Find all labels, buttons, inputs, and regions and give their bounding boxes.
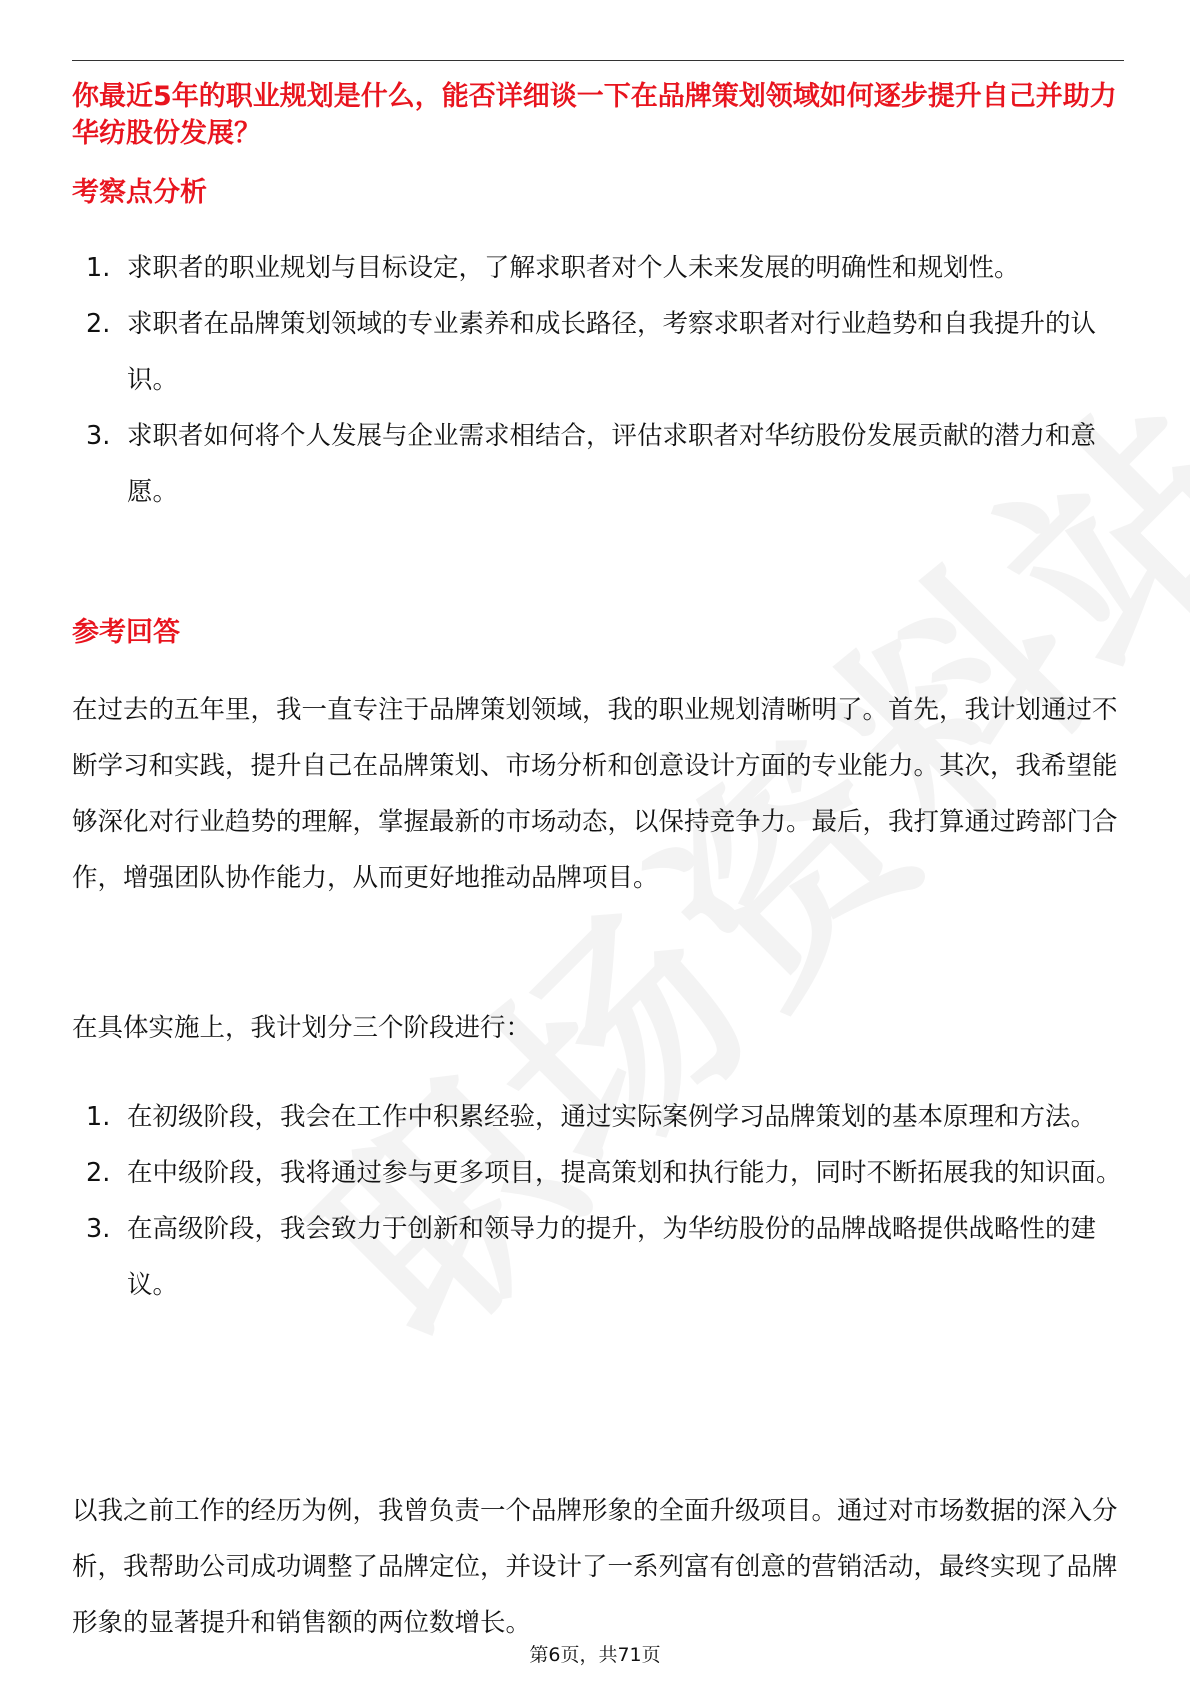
list-item: [72, 1201, 1132, 1313]
stages-list: [72, 1089, 1132, 1313]
list-number: 3.: [86, 1214, 111, 1244]
list-number: 2.: [86, 309, 111, 339]
top-divider: [72, 60, 1124, 61]
list-item-text: 求职者在品牌策划领域的专业素养和成长路径，考察求职者对行业趋势和自我提升的认识。: [127, 309, 1097, 395]
section-heading-answer: 参考回答: [72, 617, 180, 648]
analysis-list: [72, 240, 1132, 520]
list-item: [72, 296, 1132, 408]
list-number: 1.: [86, 253, 111, 283]
list-number: 2.: [86, 1158, 111, 1188]
list-item-text: 在初级阶段，我会在工作中积累经验，通过实际案例学习品牌策划的基本原理和方法。: [127, 1102, 1097, 1132]
page-footer: 第6页，共71页: [529, 1644, 661, 1666]
list-item-text: 求职者如何将个人发展与企业需求相结合，评估求职者对华纺股份发展贡献的潜力和意愿。: [127, 421, 1097, 507]
list-item: [72, 240, 1132, 296]
question-title: 你最近5年的职业规划是什么，能否详细谈一下在品牌策划领域如何逐步提升自己并助力华纺股份发展？: [72, 81, 1117, 149]
list-number: 3.: [86, 421, 111, 451]
answer-paragraph-1: 在过去的五年里，我一直专注于品牌策划领域，我的职业规划清晰明了。首先，我计划通过不断学习和实践，提升自己在品牌策划、市场分析和创意设计方面的专业能力。其次，我希望能够深化对行业趋势的理解，掌握最新的市场动态，以保持竞争力。最后，我打算通过跨部门合作，增强团队协作能力，从而更好地推动品牌项目。: [72, 695, 1118, 893]
list-item: [72, 408, 1132, 520]
list-item-text: 求职者的职业规划与目标设定，了解求职者对个人未来发展的明确性和规划性。: [127, 253, 1020, 283]
section-heading-analysis: 考察点分析: [72, 177, 207, 208]
list-item-text: 在高级阶段，我会致力于创新和领导力的提升，为华纺股份的品牌战略提供战略性的建议。: [127, 1214, 1097, 1300]
list-number: 1.: [86, 1102, 111, 1132]
answer-paragraph-3: 以我之前工作的经历为例，我曾负责一个品牌形象的全面升级项目。通过对市场数据的深入分析，我帮助公司成功调整了品牌定位，并设计了一系列富有创意的营销活动，最终实现了品牌形象的显著提升和销售额的两位数增长。: [72, 1496, 1118, 1638]
list-item: [72, 1089, 1132, 1145]
answer-paragraph-2: 在具体实施上，我计划分三个阶段进行：: [72, 1013, 532, 1043]
list-item: [72, 1145, 1132, 1201]
list-item-text: 在中级阶段，我将通过参与更多项目，提高策划和执行能力，同时不断拓展我的知识面。: [127, 1158, 1122, 1188]
